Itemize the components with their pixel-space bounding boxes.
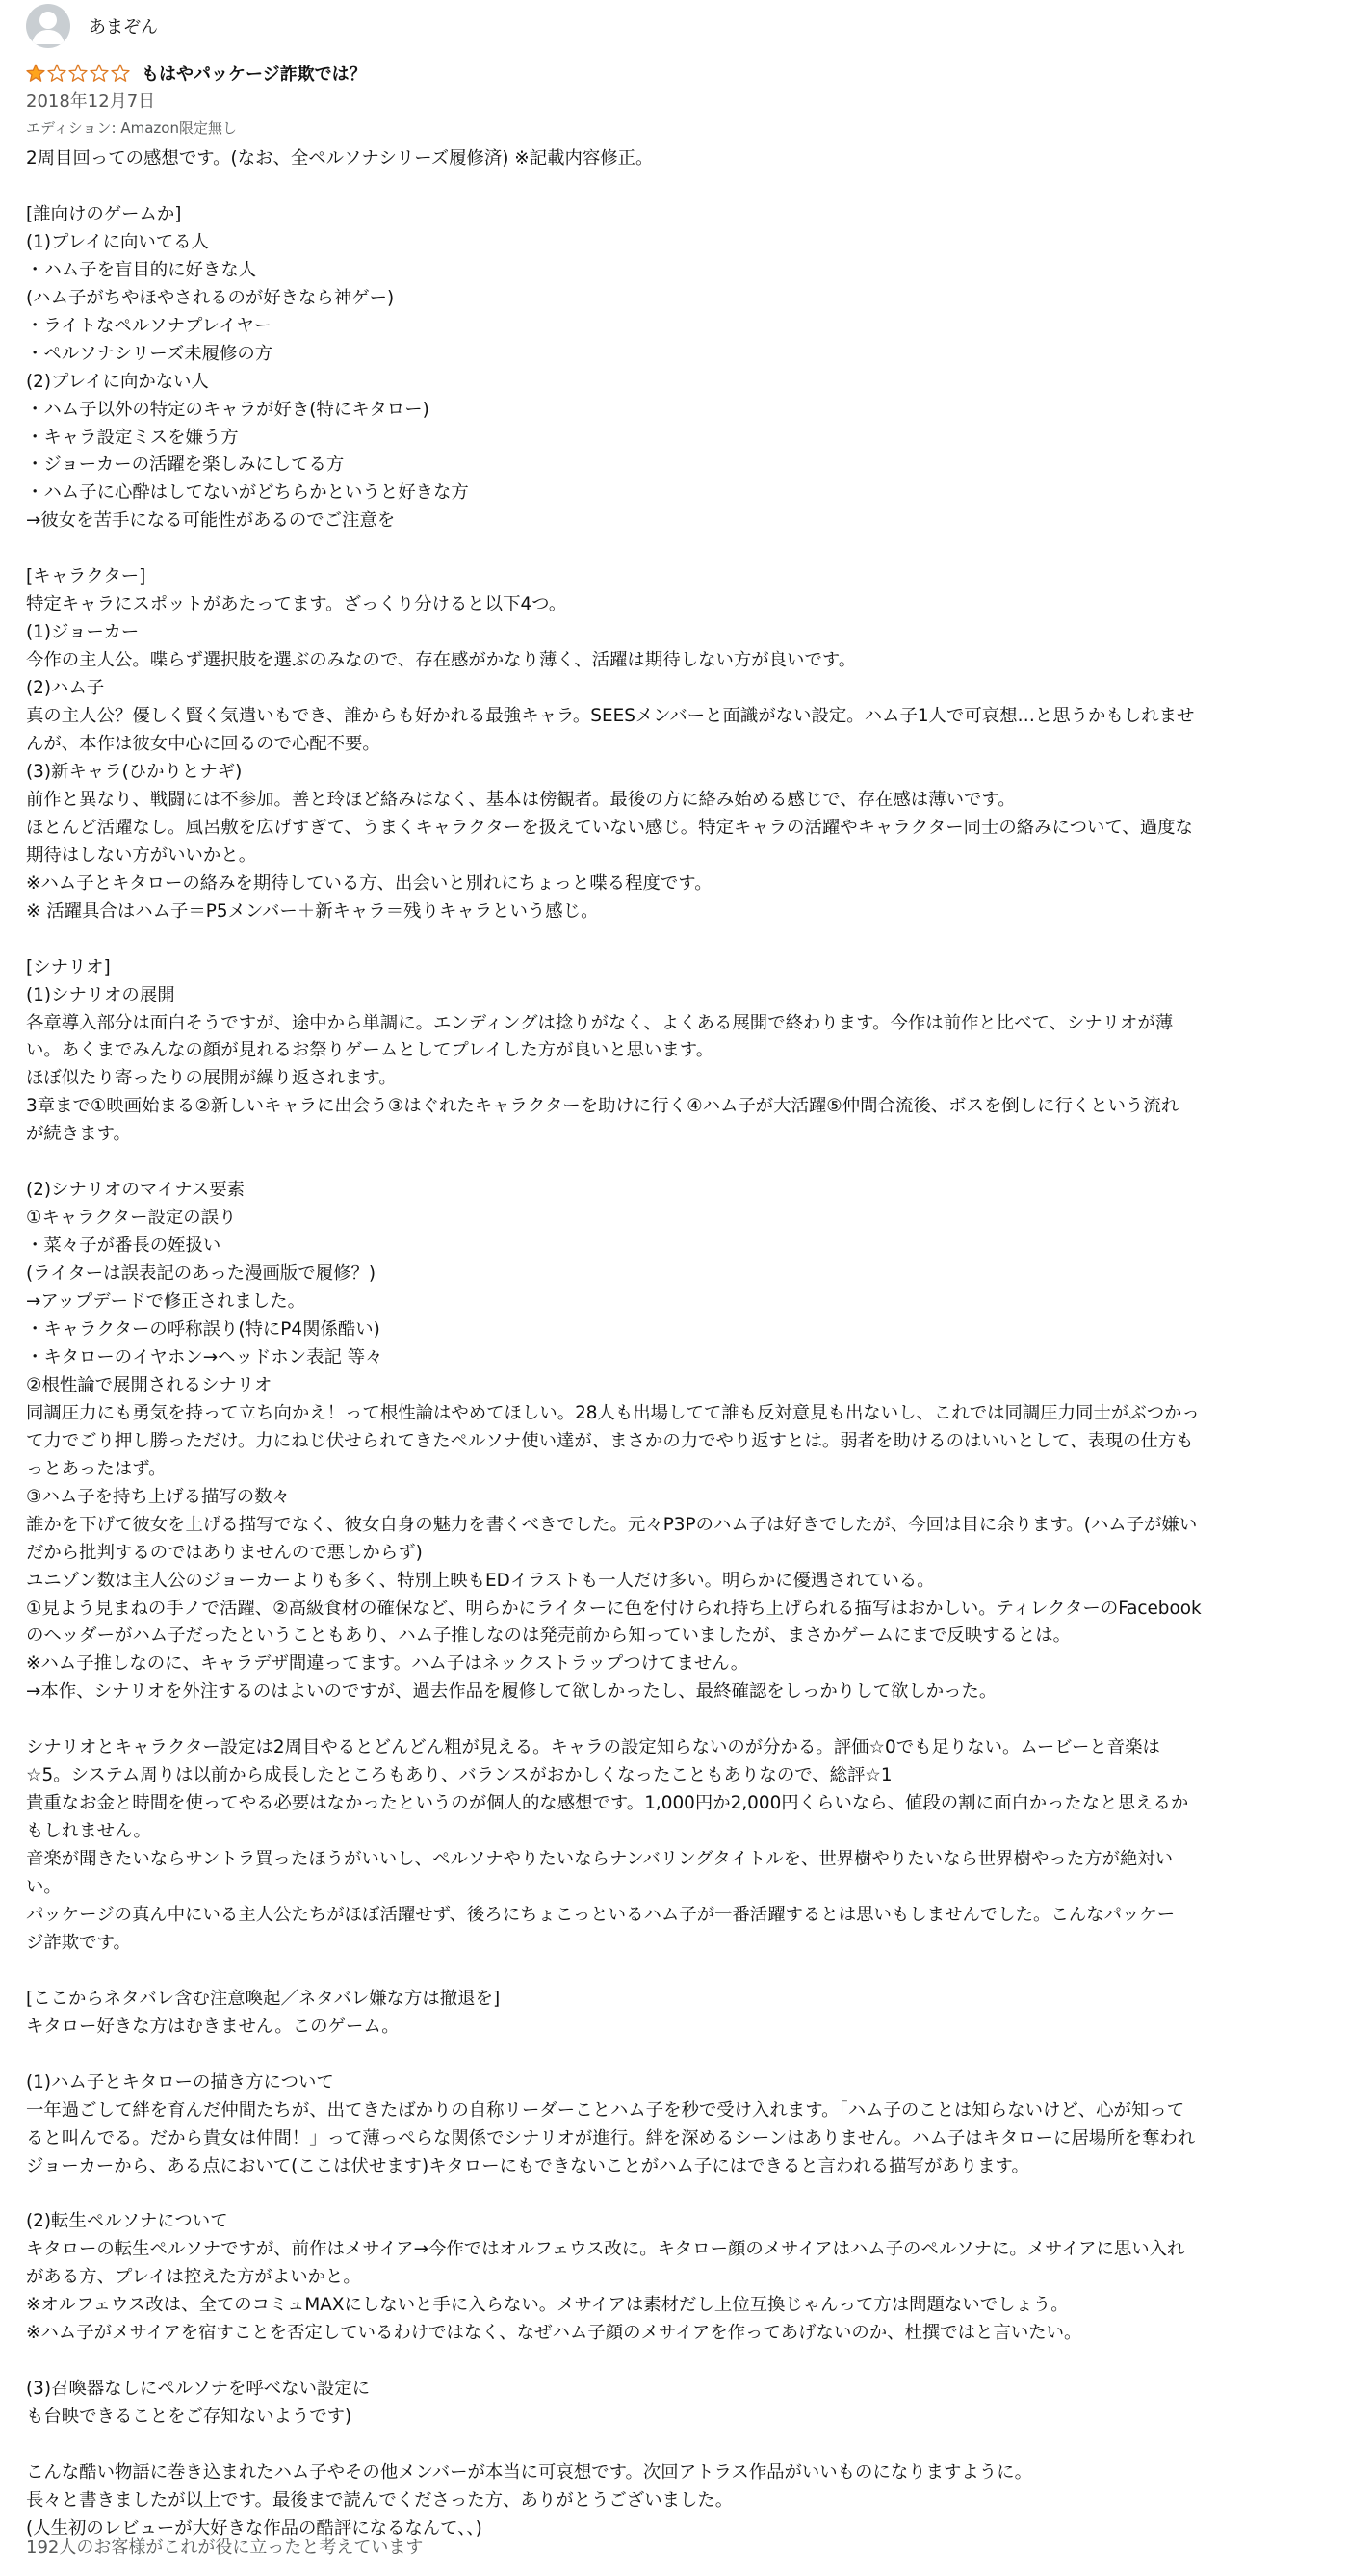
review-text-line: ・キャラクターの呼称誤り(特にP4関係酷い) — [26, 1318, 380, 1340]
review-text-line: 同調圧力にも勇気を持って立ち向かえ！って根性論はやめてほしい。28人も出場してて誰も反対意見も出ないし、これでは同調圧力同士がぶつかっ — [26, 1402, 1200, 1423]
review-text-line: もしれません。 — [26, 1821, 151, 1842]
review-text-line: 各章導入部分は面白そうですが、途中から単調に。エンディングは捻りがなく、よくある展開で終わります。今作は前作と比べて、シナリオが薄 — [26, 1012, 1174, 1033]
blank-line — [26, 1149, 1331, 1177]
review-text-line: (1)ハム子とキタローの描き方について — [26, 2071, 334, 2093]
review-text-line: ・ペルソナシリーズ未履修の方 — [26, 343, 273, 364]
review-text-line: 一年過ごして絆を育んだ仲間たちが、出てきたばかりの自称リーダーことハム子を秒で受け入れます。「ハム子のことは知らないけど、心が知って — [26, 2099, 1185, 2121]
review-text-line: 期待はしない方がいいかと。 — [26, 845, 257, 866]
star-filled-icon — [26, 64, 45, 83]
review-text-line: 特定キャラにスポットがあたってます。ざっくり分けると以下4つ。 — [26, 594, 567, 615]
star-empty-icon — [68, 64, 88, 83]
reviewer-name[interactable]: あまぞん — [89, 17, 158, 38]
review-text-line: (2)転生ペルソナについて — [26, 2211, 228, 2232]
review-text-line: [シナリオ] — [26, 956, 111, 977]
review-date: 2018年12月7日 — [26, 91, 156, 112]
review-text-line: 貴重なお金と時間を使ってやる必要はなかったというのが個人的な感想です。1,000円か2,000円くらいなら、値段の割に面白かったなと思えるか — [26, 1793, 1189, 1814]
avatar[interactable] — [26, 4, 70, 48]
review-text-line: シナリオとキャラクター設定は2周目やるとどんどん粗が見える。キャラの設定知らないのが分かる。評価☆0でも足りない。ムービーと音楽は — [26, 1737, 1160, 1758]
review-text-line: ※ハム子とキタローの絡みを期待している方、出会いと別れにちょっと喋る程度です。 — [26, 872, 713, 894]
review-text-line: パッケージの真ん中にいる主人公たちがほぼ活躍せず、後ろにちょこっといるハム子が一番活躍するとは思いもしませんでした。こんなパッケー — [26, 1904, 1176, 1925]
review-text-line: ると叫んでる。だから貴女は仲間！」って薄っぺらな関係でシナリオが進行。絆を深めるシーンはありません。ハム子はキタローに居場所を奪われ — [26, 2127, 1196, 2148]
blank-line — [26, 1706, 1331, 1734]
review-text-line: ・ハム子以外の特定のキャラが好き(特にキタロー) — [26, 399, 429, 420]
blank-line — [26, 2042, 1331, 2069]
reviewer-profile[interactable] — [26, 0, 1348, 52]
review-text-line: ・ライトなペルソナプレイヤー — [26, 315, 272, 336]
review-text-line: →彼女を苦手になる可能性があるのでご注意を — [26, 510, 396, 532]
review-text-line: ①キャラクター設定の誤り — [26, 1208, 237, 1229]
review-text-line: (人生初のレビューが大好きな作品の酷評になるなんて、、) — [26, 2517, 482, 2538]
review-text-line: (ライターは誤表記のあった漫画版で履修？) — [26, 1263, 376, 1285]
star-rating[interactable] — [26, 64, 130, 83]
review-title[interactable]: もはやパッケージ詐欺では？ — [142, 65, 367, 85]
review-text-line: ほぼ似たり寄ったりの展開が繰り返されます。 — [26, 1068, 397, 1089]
review-text-line: (3)召喚器なしにペルソナを呼べない設定に — [26, 2379, 371, 2400]
review-text-line: も台映できることをご存知ないようです) — [26, 2407, 352, 2428]
blank-line — [26, 926, 1331, 954]
review-text-line: [誰向けのゲームか] — [26, 203, 182, 224]
review-text-line: [キャラクター] — [26, 566, 146, 587]
review-text-line: ※ハム子推しなのに、キャラデザ間違ってます。ハム子はネックストラップつけてません。 — [26, 1653, 749, 1675]
review-edition: エディション: Amazon限定無し — [26, 119, 237, 137]
review-text-line: 長々と書きましたが以上です。最後まで読んでくださった方、ありがとうございました。 — [26, 2489, 734, 2511]
review-text-line: ユニゾン数は主人公のジョーカーよりも多く、特別上映もEDイラストも一人だけ多い。明らかに優遇されている。 — [26, 1570, 935, 1591]
helpful-count: 192人のお客様がこれが役に立ったと考えています — [26, 2537, 424, 2558]
review-text-line: キタローの転生ペルソナですが、前作はメサイア→今作ではオルフェウス改に。キタロー顔のメサイアはハム子のペルソナに。メサイアに思い入れ — [26, 2239, 1185, 2260]
review-text-line: ※ 活躍具合はハム子＝P5メンバー＋新キャラ＝残りキャラという感じ。 — [26, 900, 599, 922]
review-body — [26, 145, 1331, 2543]
review-text-line: て力でごり押し勝っただけ。力にねじ伏せられてきたペルソナ使い達が、まさかの力でやり返すとは。弱者を助けるのはいいとして、表現の仕方も — [26, 1430, 1194, 1451]
review-text-line: ②根性論で展開されるシナリオ — [26, 1374, 272, 1395]
review-text-line: だから批判するのではありませんので悪しからず) — [26, 1542, 423, 1563]
review-text-line: ③ハム子を持ち上げる描写の数々 — [26, 1486, 290, 1507]
review-text-line: ※オルフェウス改は、全てのコミュMAXにしないと手に入らない。メサイアは素材だし上位互換じゃんって方は問題ないでしょう。 — [26, 2295, 1069, 2316]
review-text-line: のヘッダーがハム子だったということもあり、ハム子推しなのは発売前から知っていましたが、まさかゲームにまで反映するとは。 — [26, 1626, 1072, 1647]
review-text-line: →本作、シナリオを外注するのはよいのですが、過去作品を履修して欲しかったし、最終確認をしっかりして欲しかった。 — [26, 1681, 998, 1703]
review-text-line: キタロー好きな方はむきません。このゲーム。 — [26, 2016, 400, 2037]
review-text-line: ジョーカーから、ある点において(ここは伏せます)キタローにもできないことがハム子にはできると言われる描写があります。 — [26, 2155, 1029, 2176]
review-text-line: ・キタローのイヤホン→ヘッドホン表記 等々 — [26, 1346, 383, 1367]
review-text-line: こんな酷い物語に巻き込まれたハム子やその他メンバーが本当に可哀想です。次回アトラス作品がいいものになりますように。 — [26, 2461, 1032, 2483]
blank-line — [26, 2432, 1331, 2459]
review-text-line: がある方、プレイは控えた方がよいかと。 — [26, 2267, 361, 2288]
review-text-line: ①見よう見まねの手ノで活躍、②高級食材の確保など、明らかにライターに色を付けられ持ち上げられる描写はおかしい。ティレクターのFacebook — [26, 1598, 1202, 1619]
review-text-line: (2)プレイに向かない人 — [26, 371, 209, 392]
review-text-line: 2周目回っての感想です。(なお、全ペルソナシリーズ履修済) ※記載内容修正。 — [26, 148, 654, 169]
review-text-line: ☆5。システム周りは以前から成長したところもあり、バランスがおかしくなったこともありなので、総評☆1 — [26, 1765, 893, 1786]
blank-line — [26, 2348, 1331, 2376]
review-text-line: 3章まで①映画始まる②新しいキャラに出会う③はぐれたキャラクターを助けに行く④ハム子が大活躍⑤仲間合流後、ボスを倒しに行くという流れ — [26, 1096, 1180, 1117]
review-text-line: ほとんど活躍なし。風呂敷を広げすぎて、うまくキャラクターを扱えていない感じ。特定キャラの活躍やキャラクター同士の絡みについて、過度な — [26, 817, 1193, 838]
review-text-line: ・ハム子を盲目的に好きな人 — [26, 259, 257, 280]
review-text-line: ・菜々子が番長の姪扱い — [26, 1236, 221, 1257]
default-user-icon — [26, 4, 70, 48]
blank-line — [26, 2180, 1331, 2208]
review-text-line: 音楽が聞きたいならサントラ買ったほうがいいし、ペルソナやりたいならナンバリングタイトルを、世界樹やりたいなら世界樹やった方が絶対い — [26, 1849, 1174, 1870]
review-text-line: [ここからネタバレ含む注意喚起／ネタバレ嫌な方は撤退を] — [26, 1988, 501, 2009]
review-text-line: 真の主人公？優しく賢く気遣いもでき、誰からも好かれる最強キャラ。SEESメンバーと面識がない設定。ハム子1人で可哀想…と思うかもしれませ — [26, 706, 1195, 727]
review-text-line: (1)シナリオの展開 — [26, 984, 175, 1005]
blank-line — [26, 535, 1331, 563]
star-empty-icon — [47, 64, 66, 83]
review-text-line: (1)ジョーカー — [26, 622, 140, 643]
review-text-line: 今作の主人公。喋らず選択肢を選ぶのみなので、存在感がかなり薄く、活躍は期待しない方が良いです。 — [26, 650, 857, 671]
review-text-line: ・ハム子に心酔はしてないがどちらかというと好きな方 — [26, 482, 469, 504]
review-title-row — [26, 60, 1348, 87]
review-text-line: (2)シナリオのマイナス要素 — [26, 1180, 246, 1201]
review-text-line: っとあったはず。 — [26, 1458, 167, 1479]
blank-line — [26, 173, 1331, 201]
blank-line — [26, 1958, 1331, 1986]
review-text-line: →アップデードで修正されました。 — [26, 1291, 305, 1313]
review-text-line: (ハム子がちやほやされるのが好きなら神ゲー) — [26, 287, 395, 308]
review-text-line: い。 — [26, 1877, 62, 1898]
review-text-line: 前作と異なり、戦闘には不参加。善と玲ほど絡みはなく、基本は傍観者。最後の方に絡み始める感じで、存在感は薄いです。 — [26, 789, 1016, 810]
review-text-line: い。あくまでみんなの顔が見れるお祭りゲームとしてプレイした方が良いと思います。 — [26, 1040, 714, 1061]
review-text-line: 誰かを下げて彼女を上げる描写でなく、彼女自身の魅力を書くべきでした。元々P3Pのハム子は好きでしたが、今回は目に余ります。(ハム子が嫌い — [26, 1514, 1198, 1535]
star-empty-icon — [90, 64, 109, 83]
review-text-line: (3)新キャラ(ひかりとナギ) — [26, 761, 243, 782]
review-text-line: ・ジョーカーの活躍を楽しみにしてる方 — [26, 455, 345, 476]
review-text-line: んが、本作は彼女中心に回るので心配不要。 — [26, 733, 380, 754]
star-empty-icon — [111, 64, 130, 83]
review-text-line: ※ハム子がメサイアを宿すことを否定しているわけではなく、なぜハム子顔のメサイアを作ってあげないのか、杜撰ではと言いたい。 — [26, 2323, 1082, 2344]
review-text-line: ・キャラ設定ミスを嫌う方 — [26, 427, 239, 448]
review-text-line: (1)プレイに向いてる人 — [26, 231, 209, 252]
review-text-line: ジ詐欺です。 — [26, 1932, 131, 1953]
review-text-line: (2)ハム子 — [26, 678, 105, 699]
review-text-line: が続きます。 — [26, 1124, 131, 1145]
